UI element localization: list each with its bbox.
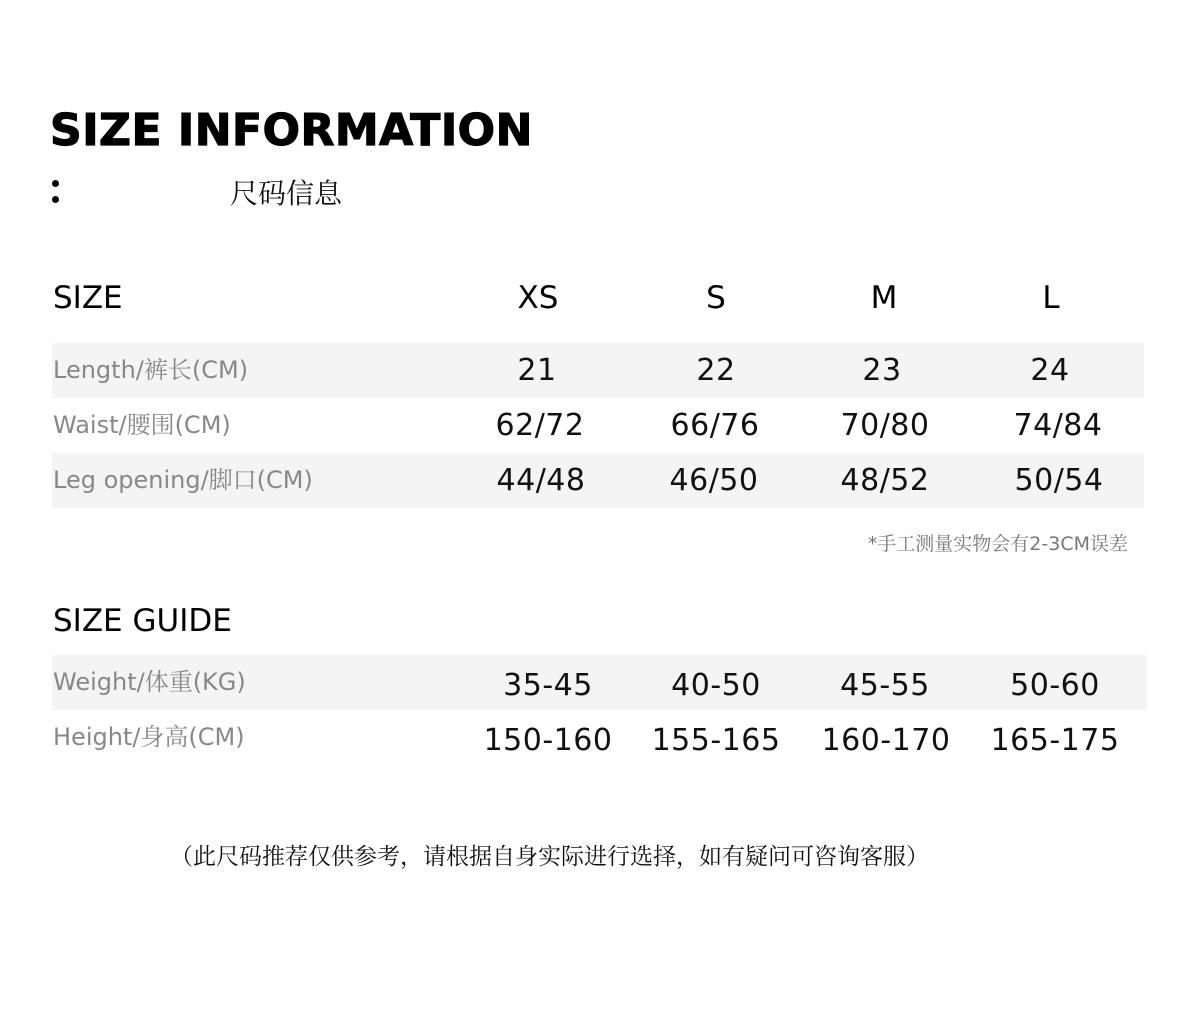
table-cell: 74/84	[1013, 408, 1103, 443]
row-label: Length/裤长(CM)	[53, 356, 249, 384]
table-row-height	[52, 710, 1147, 765]
table-cell: 23	[862, 353, 902, 388]
size-l-header: L	[1042, 280, 1060, 316]
row-label: Weight/体重(KG)	[53, 668, 246, 696]
footer-note: （此尺码推荐仅供参考，请根据自身实际进行选择，如有疑问可咨询客服）	[170, 844, 929, 870]
table-cell: 22	[696, 353, 736, 388]
colon-mark	[52, 178, 60, 208]
table-cell: 24	[1030, 353, 1070, 388]
size-table-header: SIZE	[53, 280, 123, 316]
table-cell: 48/52	[840, 463, 930, 498]
table-cell: 44/48	[496, 463, 586, 498]
table-cell: 35-45	[503, 668, 593, 703]
measurement-note: *手工测量实物会有2-3CM误差	[867, 533, 1128, 555]
table-row-waist	[52, 398, 1144, 453]
table-cell: 62/72	[495, 408, 585, 443]
table-cell: 50/54	[1014, 463, 1104, 498]
table-cell: 165-175	[990, 723, 1120, 758]
table-cell: 40-50	[671, 668, 761, 703]
row-label: Height/身高(CM)	[53, 723, 245, 751]
row-label: Waist/腰围(CM)	[53, 411, 231, 439]
size-s-header: S	[706, 280, 726, 316]
table-cell: 160-170	[821, 723, 951, 758]
table-row-weight	[52, 655, 1147, 710]
page-subtitle: 尺码信息	[230, 177, 343, 210]
page-title: SIZE INFORMATION	[50, 105, 533, 156]
table-row-leg-opening	[52, 453, 1144, 508]
table-cell: 21	[517, 353, 557, 388]
row-label: Leg opening/脚口(CM)	[53, 466, 313, 494]
table-cell: 46/50	[669, 463, 759, 498]
table-cell: 66/76	[670, 408, 760, 443]
table-cell: 155-165	[651, 723, 781, 758]
size-xs-header: XS	[517, 280, 559, 316]
table-cell: 150-160	[483, 723, 613, 758]
size-guide-header: SIZE GUIDE	[53, 603, 232, 639]
size-m-header: M	[870, 280, 898, 316]
table-cell: 50-60	[1010, 668, 1100, 703]
table-cell: 70/80	[840, 408, 930, 443]
table-row-length	[52, 343, 1144, 398]
table-cell: 45-55	[840, 668, 930, 703]
